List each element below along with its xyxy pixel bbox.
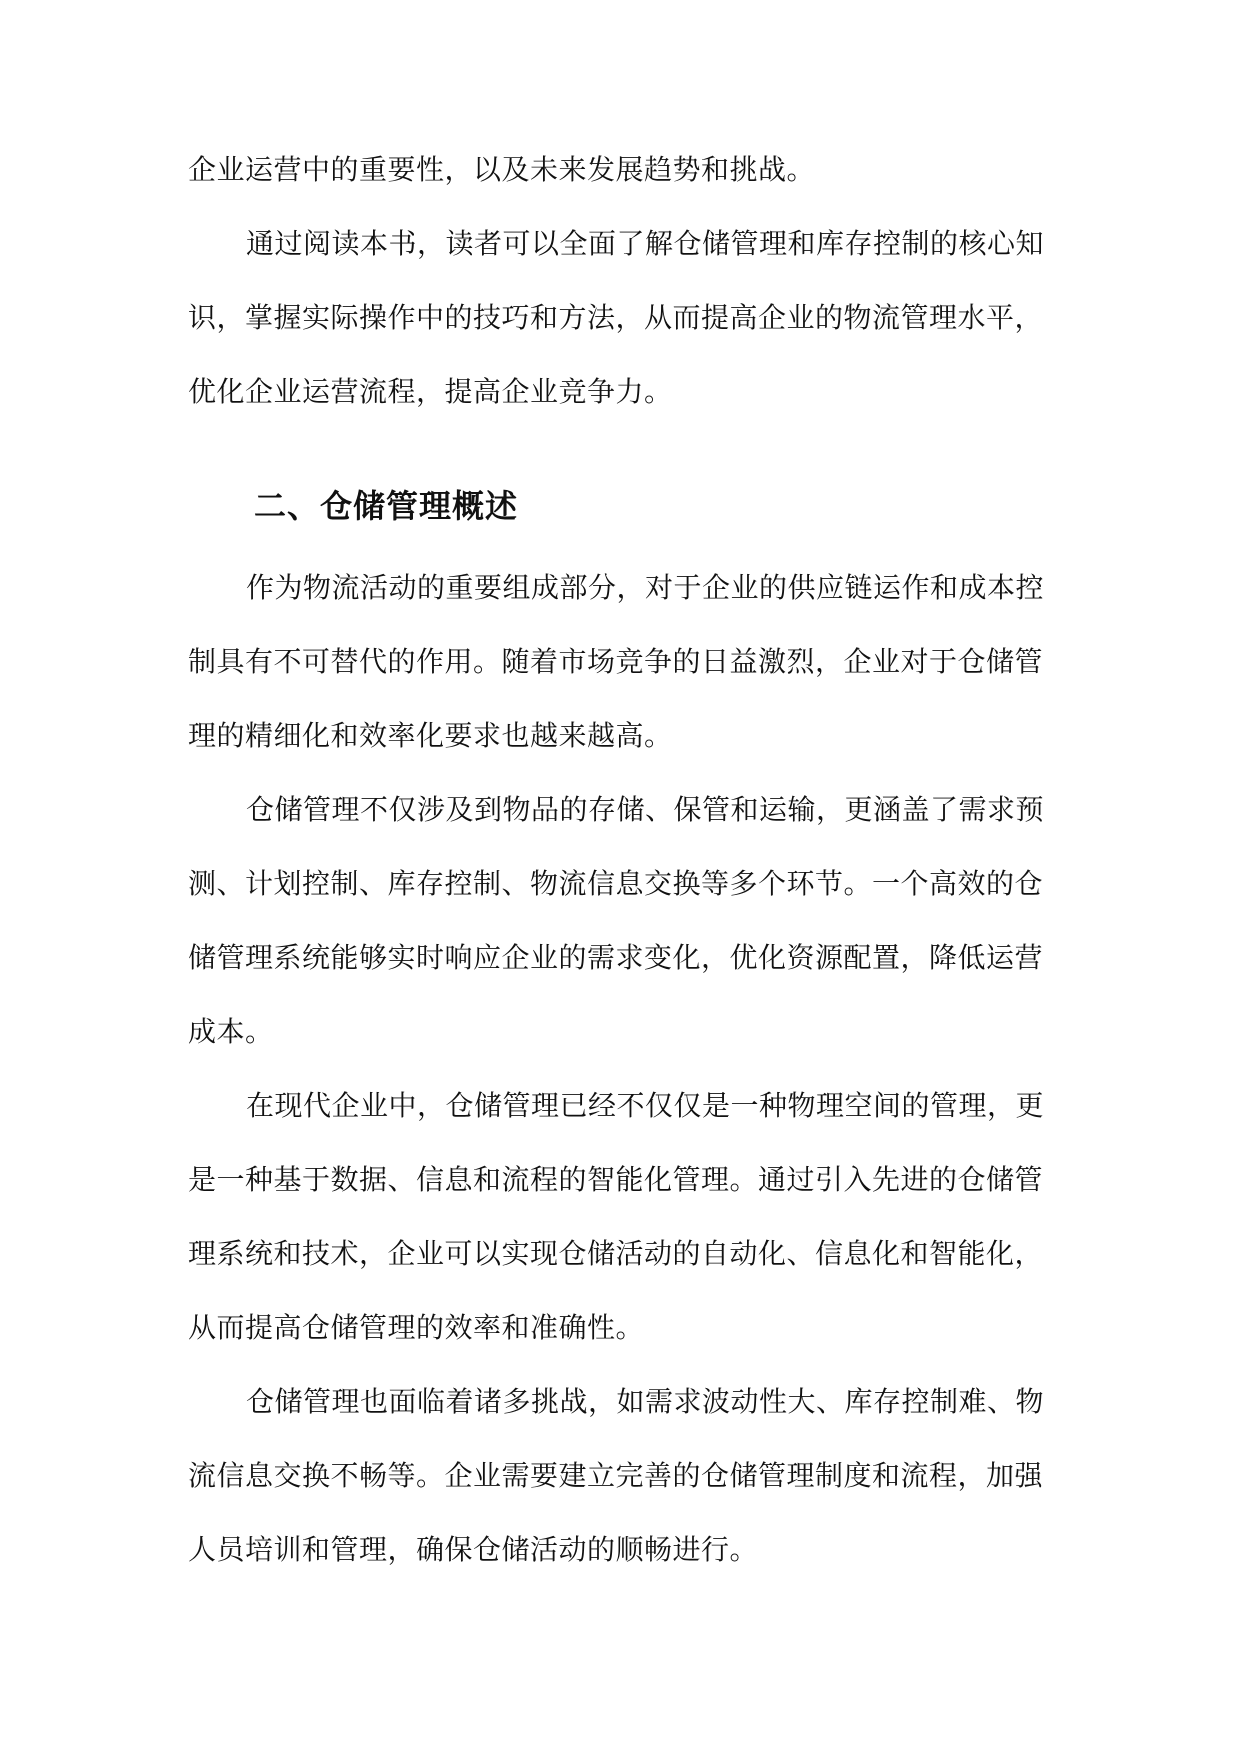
text-line: 通过阅读本书，读者可以全面了解仓储管理和库存控制的核心知 [246,227,1045,260]
text-line: 识，掌握实际操作中的技巧和方法，从而提高企业的物流管理水平， [188,301,1044,334]
text-line: 从而提高仓储管理的效率和准确性。 [188,1311,645,1344]
section-heading: 二、仓储管理概述 [254,487,519,525]
text-line: 理系统和技术，企业可以实现仓储活动的自动化、信息化和智能化， [188,1237,1044,1270]
text-line: 优化企业运营流程，提高企业竞争力。 [188,375,673,408]
text-line: 作为物流活动的重要组成部分，对于企业的供应链运作和成本控 [246,571,1045,604]
text-line: 制具有不可替代的作用。随着市场竞争的日益激烈，企业对于仓储管 [188,645,1044,678]
text-line: 仓储管理不仅涉及到物品的存储、保管和运输，更涵盖了需求预 [246,793,1045,826]
text-line: 人员培训和管理，确保仓储活动的顺畅进行。 [188,1533,759,1566]
text-line: 是一种基于数据、信息和流程的智能化管理。通过引入先进的仓储管 [188,1163,1044,1196]
text-line: 理的精细化和效率化要求也越来越高。 [188,719,673,752]
text-line: 仓储管理也面临着诸多挑战，如需求波动性大、库存控制难、物 [246,1385,1045,1418]
text-line: 企业运营中的重要性，以及未来发展趋势和挑战。 [188,153,816,186]
text-line: 流信息交换不畅等。企业需要建立完善的仓储管理制度和流程，加强 [188,1459,1044,1492]
text-line: 测、计划控制、库存控制、物流信息交换等多个环节。一个高效的仓 [188,867,1044,900]
text-line: 储管理系统能够实时响应企业的需求变化，优化资源配置，降低运营 [188,941,1044,974]
text-line: 成本。 [188,1015,274,1048]
text-line: 在现代企业中，仓储管理已经不仅仅是一种物理空间的管理，更 [246,1089,1045,1122]
